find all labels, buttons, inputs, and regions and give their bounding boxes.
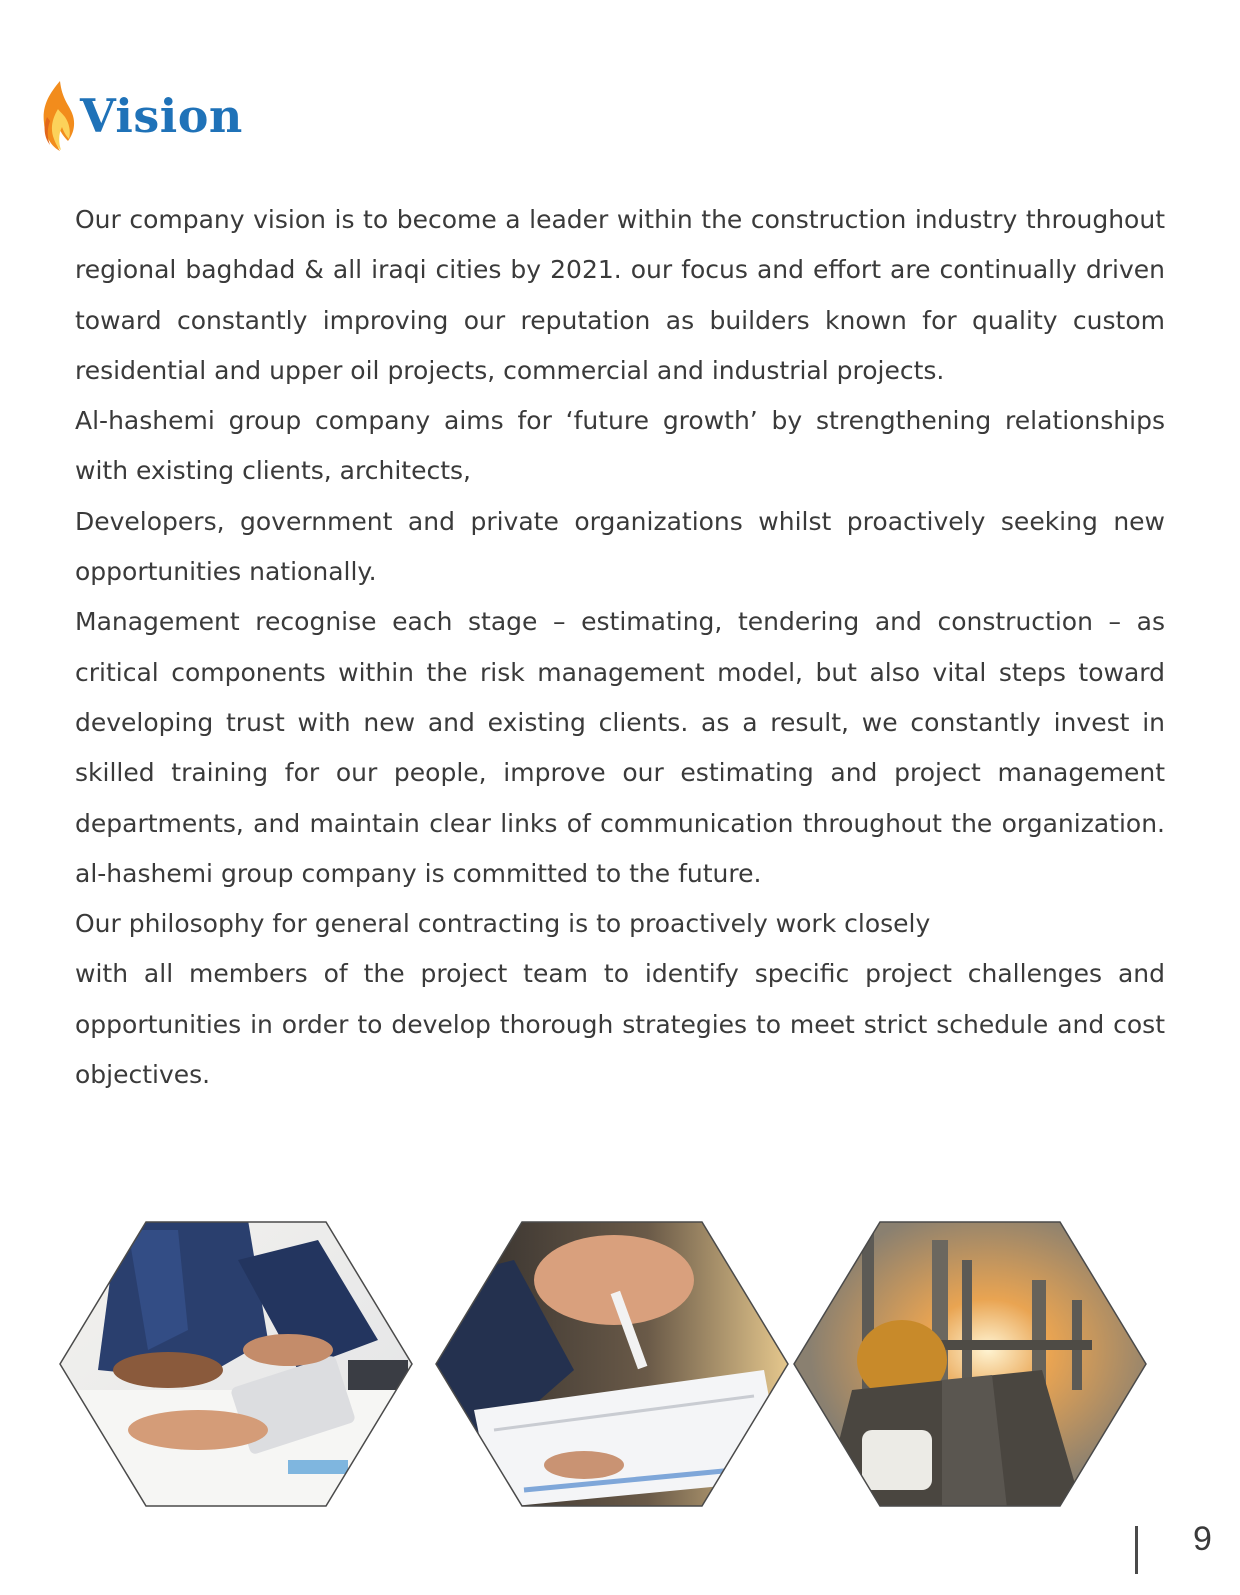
- flame-icon: [38, 79, 78, 153]
- section-heading: [38, 78, 243, 154]
- page-title: Vision: [80, 89, 243, 143]
- vision-body: [75, 195, 1165, 1100]
- paragraph-future-growth: Al-hashemi group company aims for ‘future growth’ by strengthening relationships with existing clients, architects,: [75, 406, 1165, 486]
- signing-document-photo: [434, 1220, 790, 1508]
- footer-divider: [1135, 1526, 1138, 1574]
- page-number: 9: [1193, 1520, 1212, 1558]
- paragraph-developers: Developers, government and private organizations whilst proactively seeking new opportunities nationally.: [75, 506, 1165, 587]
- paragraph-philosophy-intro: Our philosophy for general contracting is to proactively work closely: [75, 909, 931, 939]
- engineer-refinery-photo: [792, 1220, 1148, 1508]
- paragraph-company-vision: Our company vision is to become a leader within the construction industry throughout regional baghdad & all iraqi cities by 2021. our focus and effort are continually driven toward constantly improving our reputation as builders known for quality custom residential and upper oil projects, commercial and industrial projects.: [75, 205, 1165, 385]
- paragraph-philosophy: with all members of the project team to identify specific project challenges and opportunities in order to develop thorough strategies to meet strict schedule and cost objectives.: [75, 959, 1165, 1090]
- paragraph-management: Management recognise each stage – estimating, tendering and construction – as critical components within the risk management model, but also vital steps toward developing trust with new and existing clients. as a result, we constantly invest in skilled training for our people, improve our estimating and project management departments, and maintain clear links of communication throughout the organization. al-hashemi group company is committed to the future.: [75, 607, 1165, 888]
- photo-row: [58, 1220, 1170, 1510]
- business-meeting-photo: [58, 1220, 414, 1508]
